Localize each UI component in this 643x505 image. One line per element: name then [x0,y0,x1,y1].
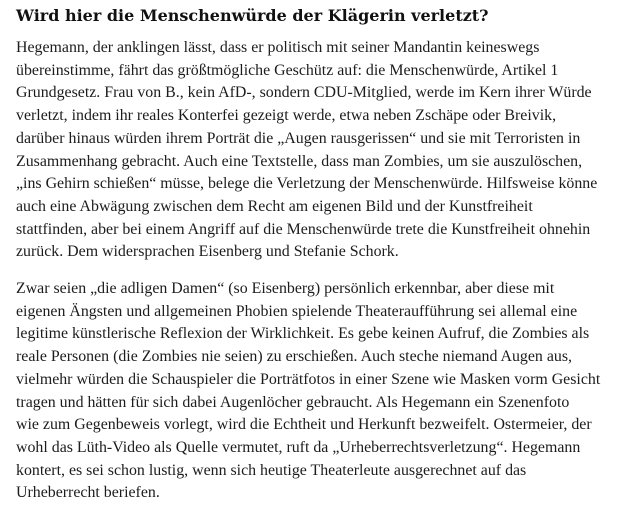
article-paragraph-1 [16,37,638,264]
paragraph-line: übereinstimme, fährt das größtmögliche Geschütz auf: die Menschenwürde, Artikel 1 [16,61,559,79]
paragraph-line: Hegemann, der anklingen lässt, dass er politisch mit seiner Mandantin keineswegs [16,39,540,56]
paragraph-line: wie zum Gegenbeweis vorlegt, wird die Echtheit und Herkunft bezweifelt. Ostermeier, der [16,416,592,434]
paragraph-line: eigenen Ängsten und allgemeinen Phobien spielende Theateraufführung sei allemal eine [16,302,578,320]
paragraph-line: tragen und hätten für sich dabei Augenlöcher gebraucht. Als Hegemann ein Szenenfoto [16,393,570,411]
paragraph-line: verletzt, indem ihr reales Konterfei gezeigt werde, etwa neben Zschäpe oder Breivik, [16,107,557,125]
paragraph-line: darüber hinaus würden ihrem Porträt die „Augen rausgerissen“ und sie mit Terroristen in [16,129,581,147]
paragraph-line: Zwar seien „die adligen Damen“ (so Eisenberg) persönlich erkennbar, aber diese mit [16,280,555,298]
paragraph-line: Grundgesetz. Frau von B., kein AfD-, sondern CDU-Mitglied, werde im Kern ihrer Würde [16,84,592,102]
paragraph-line: Zusammenhang gebracht. Auch eine Textstelle, dass man Zombies, um sie auszulöschen, [16,152,583,170]
section-heading: Wird hier die Menschenwürde der Klägerin verletzt? [16,6,489,25]
paragraph-line: zurück. Dem widersprachen Eisenberg und Stefanie Schork. [16,243,399,261]
paragraph-line: auch eine Abwägung zwischen dem Recht am eigenen Bild und der Kunstfreiheit [16,197,533,215]
paragraph-line: kontert, es sei schon lustig, wenn sich heutige Theaterleute ausgerechnet auf das [16,461,527,479]
paragraph-line: reale Personen (die Zombies nie seien) zu erschießen. Auch steche niemand Augen aus, [16,348,572,366]
paragraph-line: wohl das Lüth-Video als Quelle vermutet, ruft da „Urheberrechtsverletzung“. Hegemann [16,438,581,456]
paragraph-line: vielmehr würden die Schauspieler die Porträtfotos in einer Szene wie Masken vorm Gesicht [16,370,601,388]
article-paragraph-2 [16,278,638,505]
paragraph-line: „ins Gehirn schießen“ müsse, belege die Verletzung der Menschenwürde. Hilfsweise könne [16,175,598,193]
paragraph-line: Urheberrecht beriefen. [16,484,160,502]
paragraph-line: stattfinden, aber bei einem Angriff auf die Menschenwürde trete die Kunstfreiheit ohnehin [16,220,591,238]
paragraph-line: legitime künstlerische Reflexion der Wirklichkeit. Es gebe keinen Aufruf, die Zombies als [16,325,590,343]
article [16,4,638,505]
